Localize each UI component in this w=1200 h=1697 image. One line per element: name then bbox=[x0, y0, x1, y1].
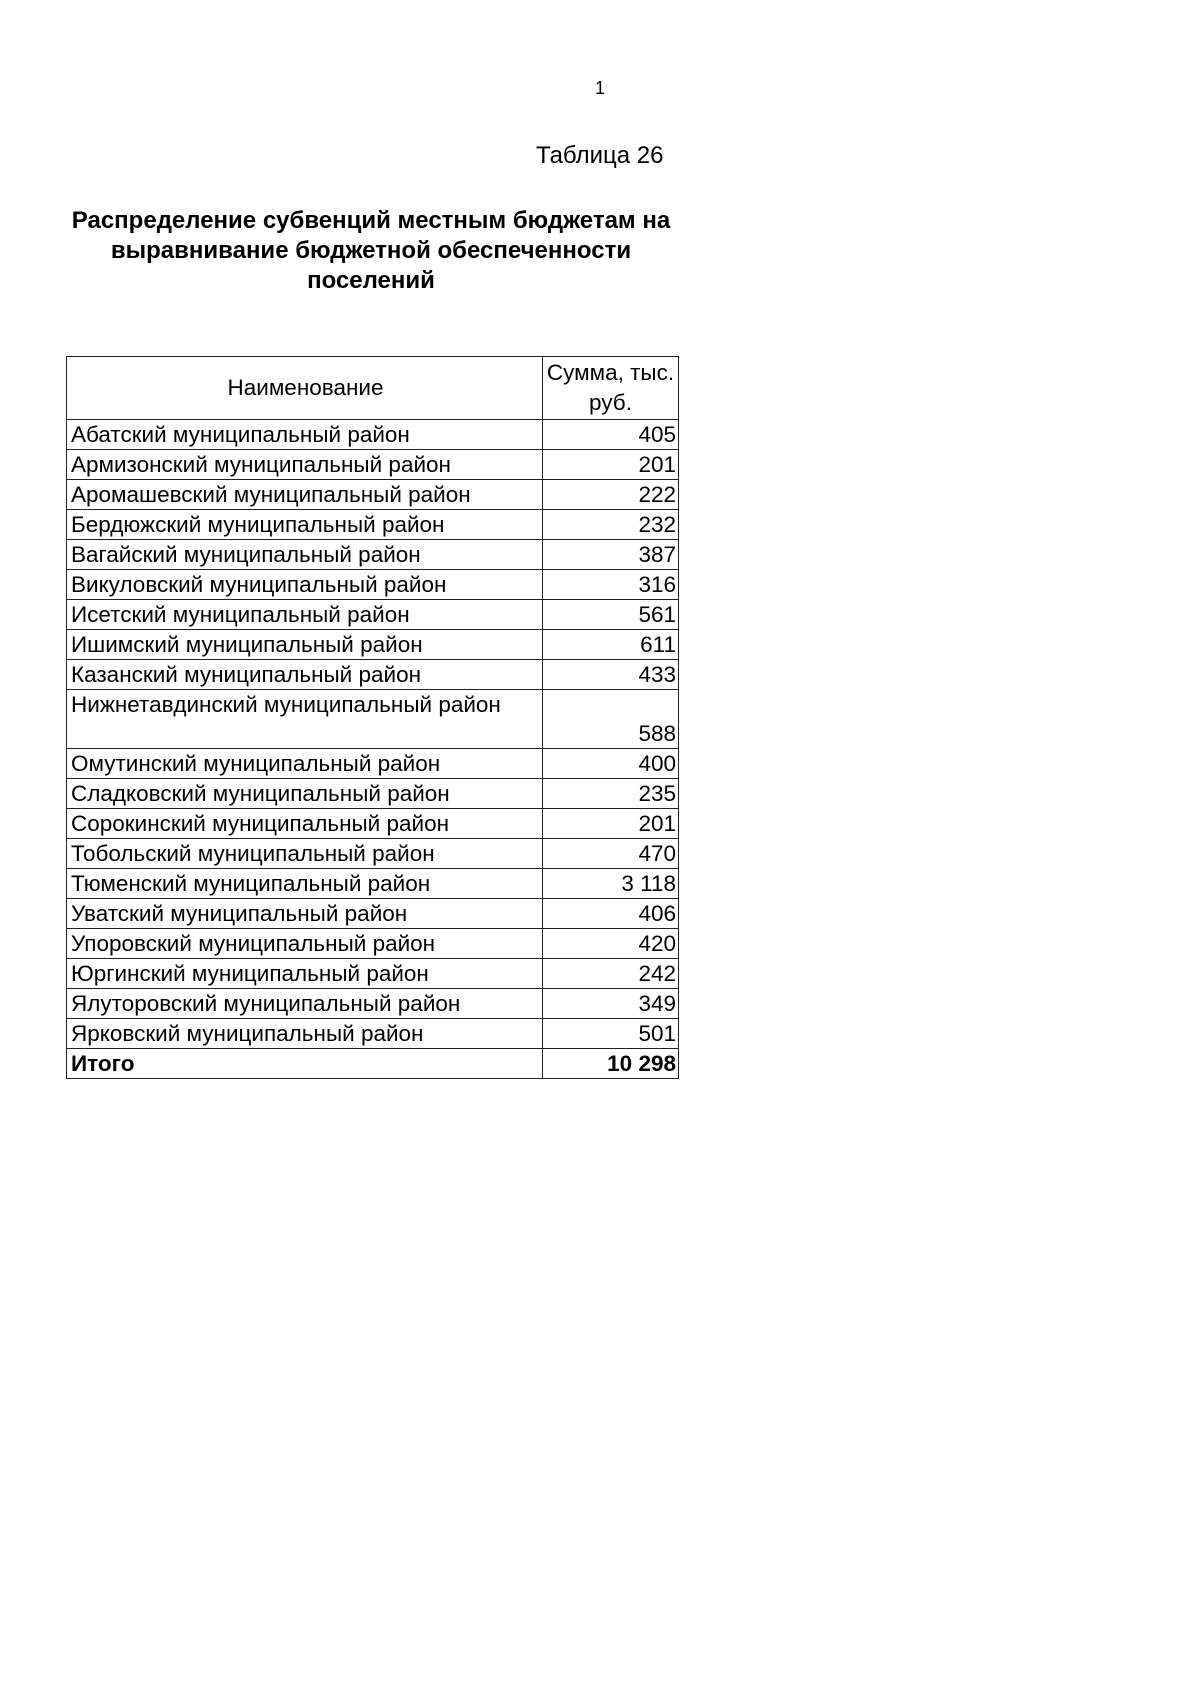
row-sum: 387 bbox=[543, 540, 679, 570]
row-sum: 232 bbox=[543, 510, 679, 540]
table-row bbox=[67, 959, 679, 989]
row-sum: 405 bbox=[543, 420, 679, 450]
table-row bbox=[67, 600, 679, 630]
row-sum: 561 bbox=[543, 600, 679, 630]
table-row bbox=[67, 869, 679, 899]
title-block bbox=[66, 207, 676, 300]
table-row bbox=[67, 690, 679, 749]
row-sum: 433 bbox=[543, 660, 679, 690]
row-name: Ялуторовский муниципальный район bbox=[67, 989, 543, 1019]
table-row bbox=[67, 809, 679, 839]
table-total-row bbox=[67, 1049, 679, 1079]
table-row bbox=[67, 989, 679, 1019]
row-name: Юргинский муниципальный район bbox=[67, 959, 543, 989]
row-name: Уватский муниципальный район bbox=[67, 899, 543, 929]
row-name: Бердюжский муниципальный район bbox=[67, 510, 543, 540]
subvention-table bbox=[66, 356, 679, 1079]
table-row bbox=[67, 899, 679, 929]
table-row bbox=[67, 749, 679, 779]
row-name: Сладковский муниципальный район bbox=[67, 779, 543, 809]
page-number: 1 bbox=[594, 78, 605, 98]
row-name: Омутинский муниципальный район bbox=[67, 749, 543, 779]
row-sum: 588 bbox=[543, 690, 679, 749]
table-header-row bbox=[67, 357, 679, 420]
table-row bbox=[67, 779, 679, 809]
table-row bbox=[67, 480, 679, 510]
table-row bbox=[67, 450, 679, 480]
row-name: Исетский муниципальный район bbox=[67, 600, 543, 630]
total-label: Итого bbox=[67, 1049, 543, 1079]
row-sum: 242 bbox=[543, 959, 679, 989]
row-name: Ишимский муниципальный район bbox=[67, 630, 543, 660]
row-sum: 222 bbox=[543, 480, 679, 510]
row-sum: 3 118 bbox=[543, 869, 679, 899]
column-header-name: Наименование bbox=[67, 357, 543, 420]
table-label: Таблица 26 bbox=[536, 142, 664, 169]
row-name: Армизонский муниципальный район bbox=[67, 450, 543, 480]
table-row bbox=[67, 570, 679, 600]
row-name: Аромашевский муниципальный район bbox=[67, 480, 543, 510]
row-name: Тобольский муниципальный район bbox=[67, 839, 543, 869]
table-row bbox=[67, 1019, 679, 1049]
row-name: Абатский муниципальный район bbox=[67, 420, 543, 450]
document-title: Распределение субвенций местным бюджетам на выравнивание бюджетной обеспеченности поселений bbox=[71, 207, 671, 294]
row-name: Викуловский муниципальный район bbox=[67, 570, 543, 600]
table-row bbox=[67, 839, 679, 869]
row-name: Тюменский муниципальный район bbox=[67, 869, 543, 899]
row-name: Сорокинский муниципальный район bbox=[67, 809, 543, 839]
table-row bbox=[67, 420, 679, 450]
table-row bbox=[67, 510, 679, 540]
row-sum: 470 bbox=[543, 839, 679, 869]
row-sum: 501 bbox=[543, 1019, 679, 1049]
row-sum: 316 bbox=[543, 570, 679, 600]
total-sum: 10 298 bbox=[543, 1049, 679, 1079]
row-sum: 235 bbox=[543, 779, 679, 809]
column-header-sum: Сумма, тыс. руб. bbox=[543, 357, 679, 420]
row-sum: 406 bbox=[543, 899, 679, 929]
row-name: Вагайский муниципальный район bbox=[67, 540, 543, 570]
row-sum: 611 bbox=[543, 630, 679, 660]
row-sum: 201 bbox=[543, 450, 679, 480]
table-row bbox=[67, 929, 679, 959]
row-sum: 349 bbox=[543, 989, 679, 1019]
table-row bbox=[67, 540, 679, 570]
row-sum: 400 bbox=[543, 749, 679, 779]
row-name: Казанский муниципальный район bbox=[67, 660, 543, 690]
row-name: Ярковский муниципальный район bbox=[67, 1019, 543, 1049]
row-sum: 420 bbox=[543, 929, 679, 959]
row-sum: 201 bbox=[543, 809, 679, 839]
row-name: Упоровский муниципальный район bbox=[67, 929, 543, 959]
table-row bbox=[67, 630, 679, 660]
row-name: Нижнетавдинский муниципальный район bbox=[67, 690, 543, 749]
table-row bbox=[67, 660, 679, 690]
